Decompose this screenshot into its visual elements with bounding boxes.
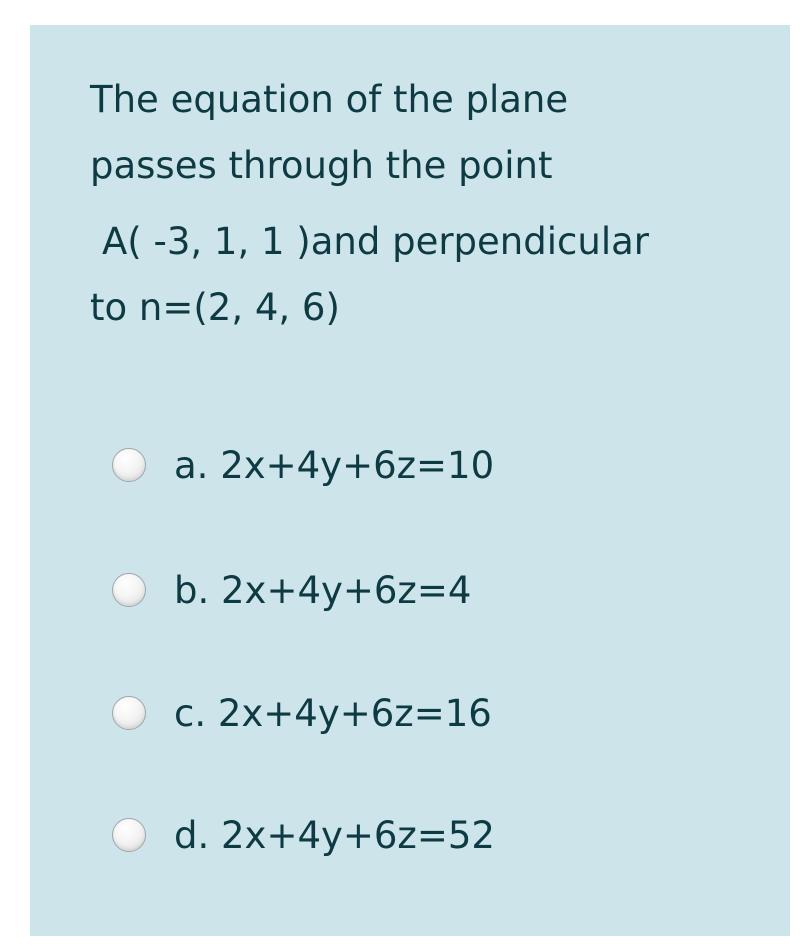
question-line-1: The equation of the plane bbox=[90, 78, 569, 121]
radio-button-a[interactable] bbox=[112, 448, 146, 482]
radio-button-c[interactable] bbox=[112, 696, 146, 730]
radio-button-d[interactable] bbox=[112, 818, 146, 852]
answer-option-d[interactable] bbox=[112, 807, 495, 863]
question-card bbox=[30, 25, 790, 936]
answer-option-c[interactable] bbox=[112, 685, 492, 741]
radio-button-b[interactable] bbox=[112, 573, 146, 607]
question-line-3: A( -3, 1, 1 )and perpendicular bbox=[102, 220, 649, 263]
answer-option-a[interactable] bbox=[112, 437, 494, 493]
question-line-4: to n=(2, 4, 6) bbox=[90, 286, 340, 329]
answer-option-b-label[interactable]: b. 2x+4y+6z=4 bbox=[174, 568, 472, 612]
answer-option-d-label[interactable]: d. 2x+4y+6z=52 bbox=[174, 813, 495, 857]
question-text bbox=[90, 67, 750, 341]
answer-option-c-label[interactable]: c. 2x+4y+6z=16 bbox=[174, 691, 492, 735]
question-line-2: passes through the point bbox=[90, 144, 553, 187]
answer-option-b[interactable] bbox=[112, 562, 471, 618]
answer-option-a-label[interactable]: a. 2x+4y+6z=10 bbox=[174, 443, 495, 487]
